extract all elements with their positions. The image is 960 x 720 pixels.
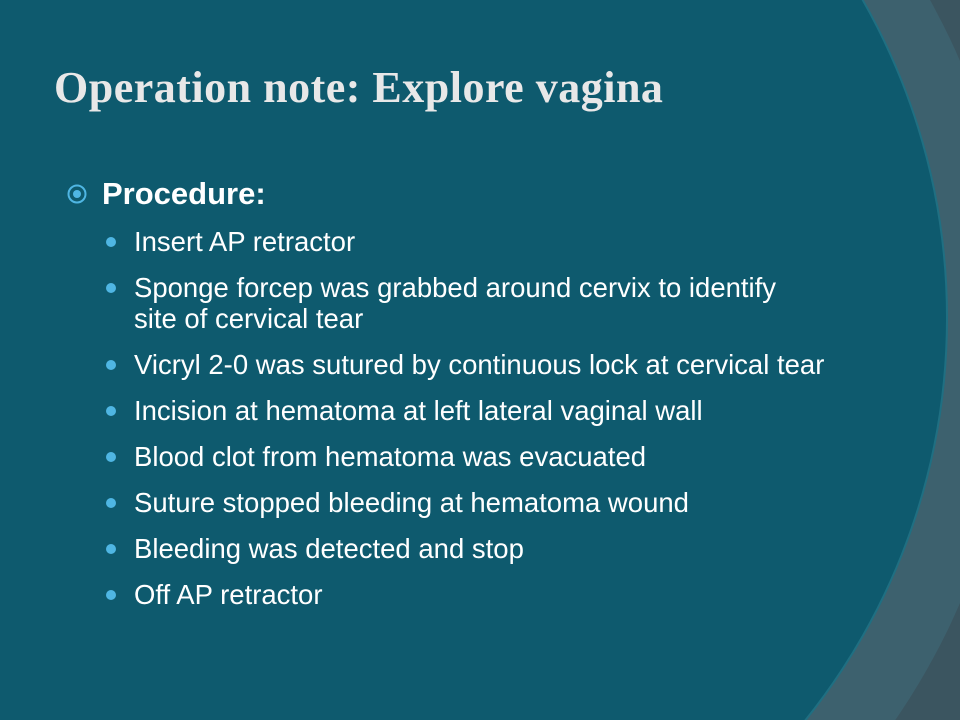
bullet-dot-icon — [106, 452, 116, 462]
bullet-dot-icon — [106, 283, 116, 293]
list-item — [106, 395, 826, 426]
bullet-dot-icon — [106, 590, 116, 600]
step-text: Sponge forcep was grabbed around cervix to identify site of cervical tear — [134, 272, 777, 334]
step-text: Vicryl 2-0 was sutured by continuous lock at cervical tear — [134, 349, 825, 380]
step-text: Off AP retractor — [134, 579, 323, 610]
list-item — [106, 349, 826, 380]
procedure-steps-list — [106, 226, 826, 625]
step-text: Incision at hematoma at left lateral vaginal wall — [134, 395, 703, 426]
bullet-dot-icon — [106, 360, 116, 370]
circled-dot-icon — [66, 183, 88, 205]
list-item — [106, 533, 826, 564]
procedure-heading — [66, 176, 266, 212]
procedure-heading-label: Procedure: — [102, 176, 266, 211]
step-text: Blood clot from hematoma was evacuated — [134, 441, 647, 472]
step-text: Bleeding was detected and stop — [134, 533, 524, 564]
slide-title: Operation note: Explore vagina — [54, 63, 664, 112]
step-text: Insert AP retractor — [134, 226, 356, 257]
bullet-dot-icon — [106, 498, 116, 508]
list-item — [106, 579, 826, 610]
bullet-dot-icon — [106, 544, 116, 554]
list-item — [106, 441, 826, 472]
bullet-dot-icon — [106, 406, 116, 416]
step-text: Suture stopped bleeding at hematoma wound — [134, 487, 689, 518]
list-item — [106, 272, 826, 334]
list-item — [106, 487, 826, 518]
bullet-dot-icon — [106, 237, 116, 247]
list-item — [106, 226, 826, 257]
